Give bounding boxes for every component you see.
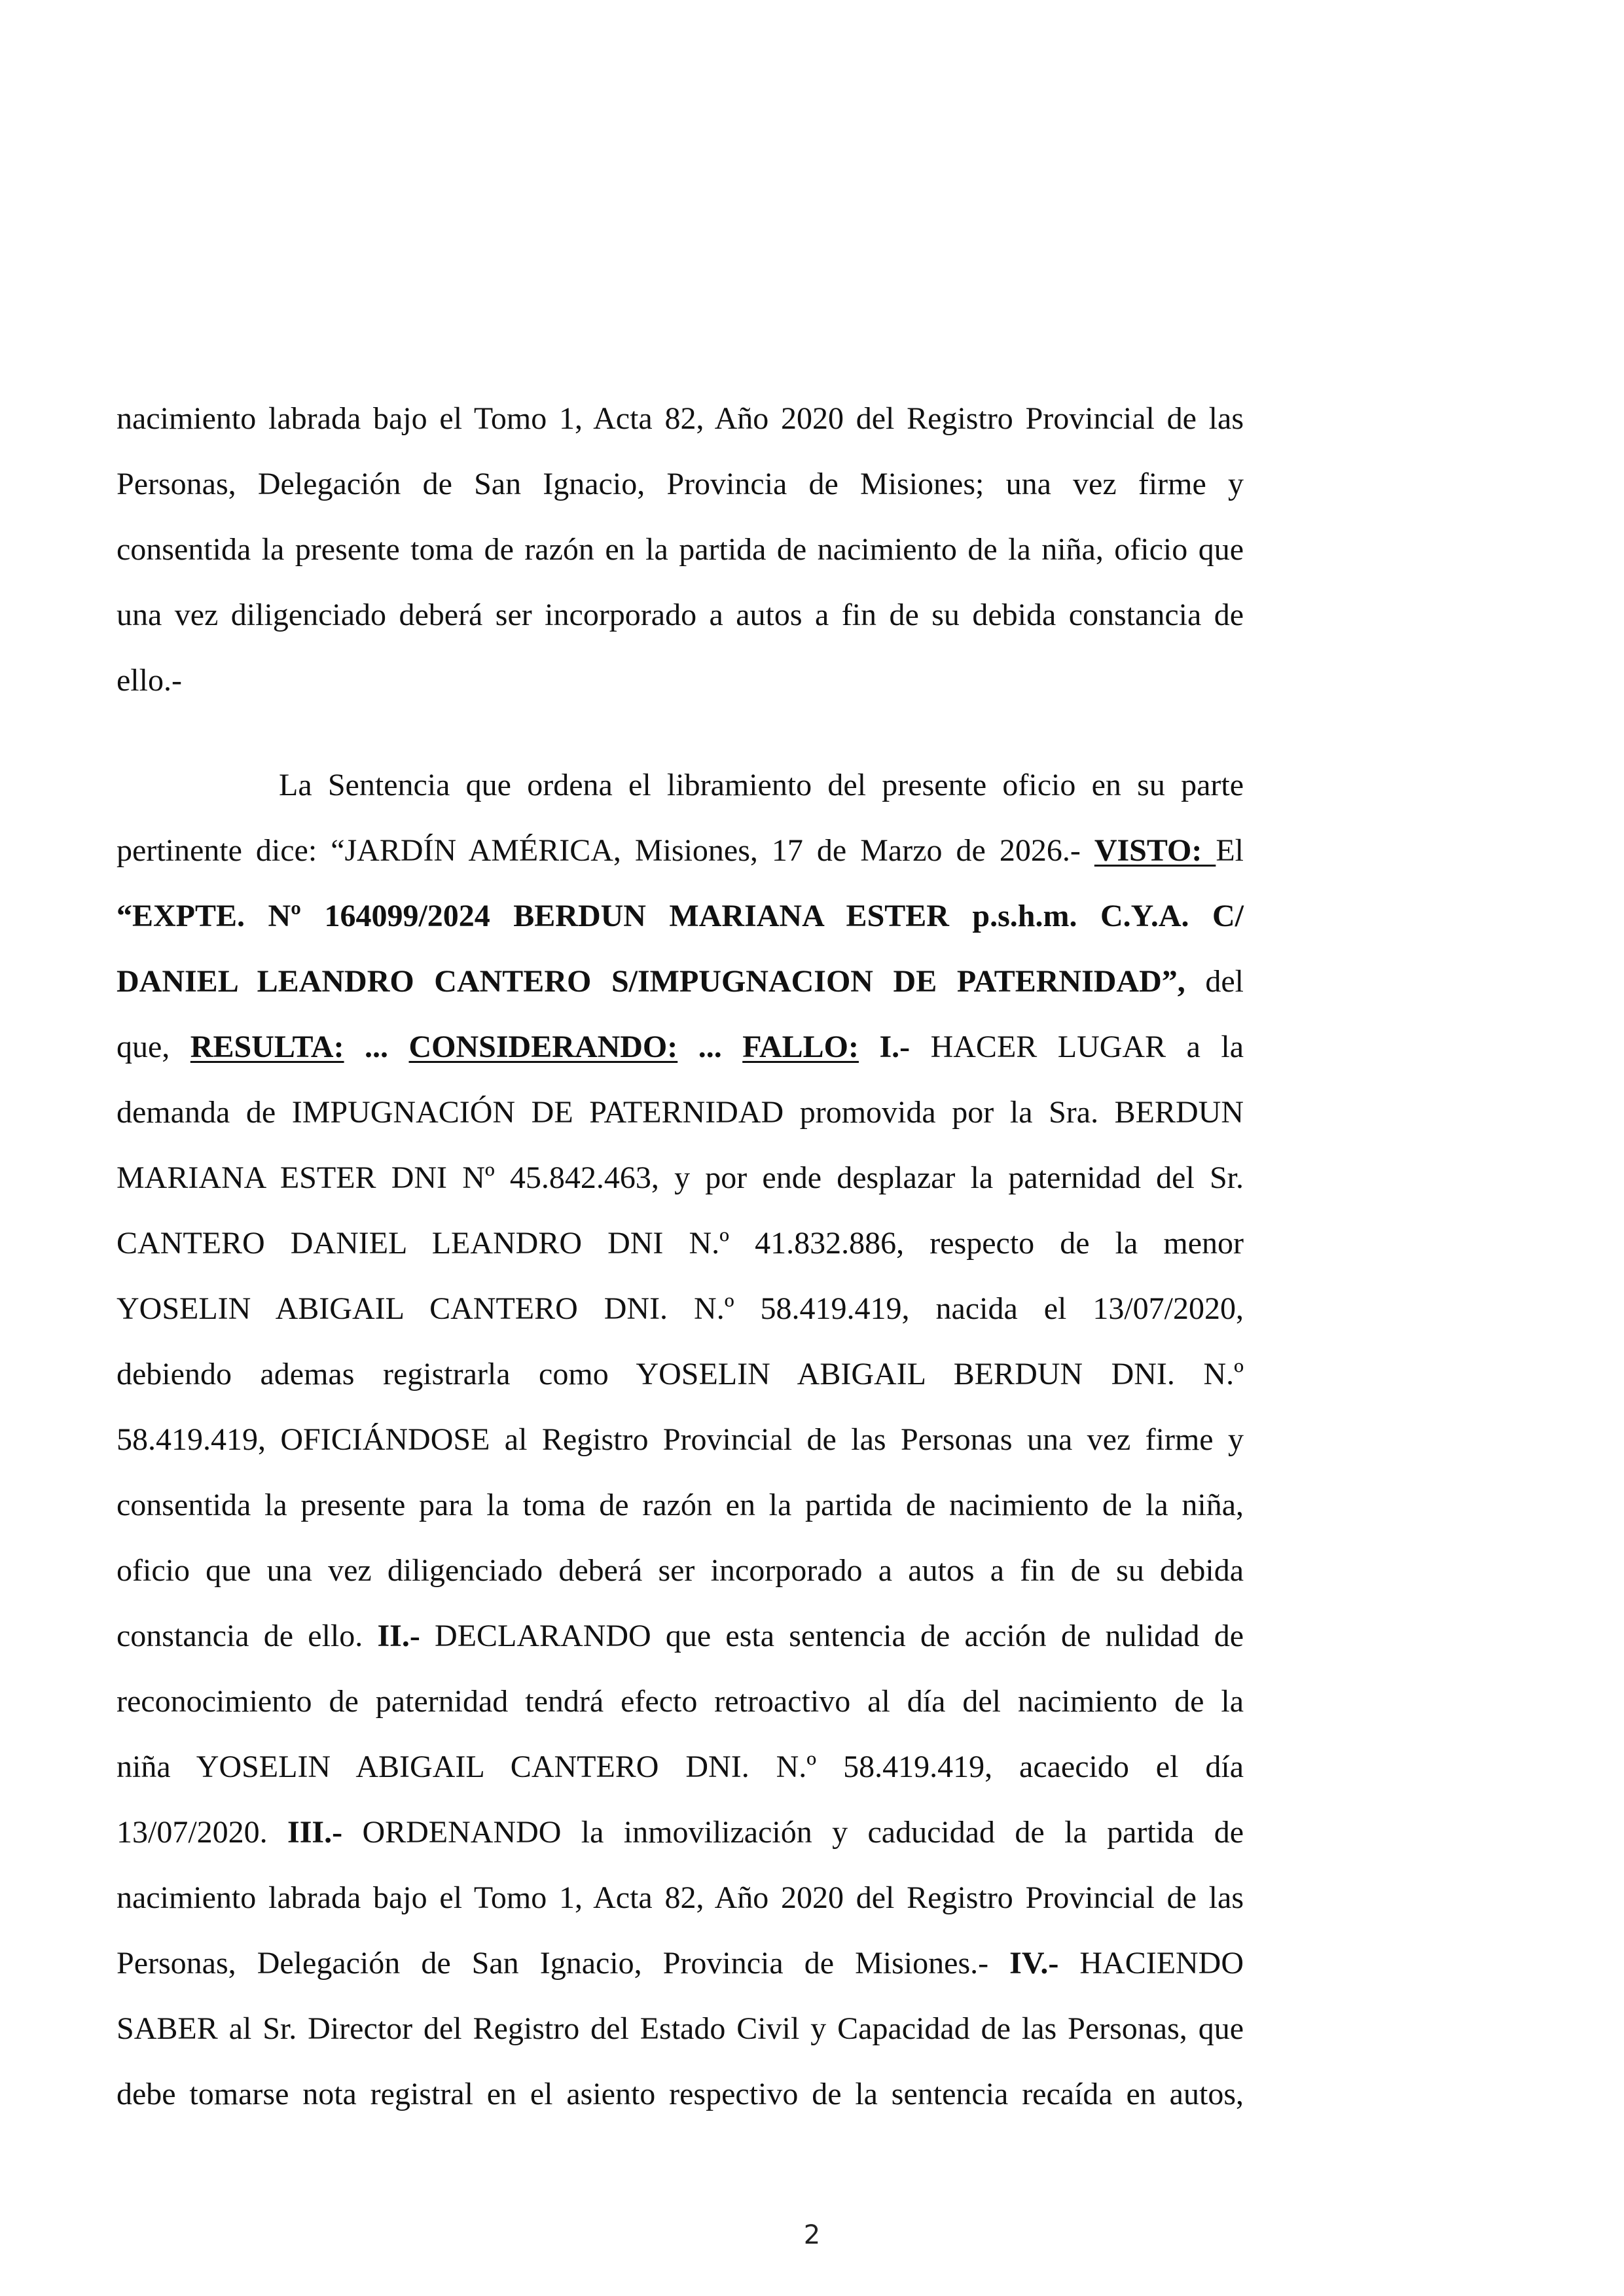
text-line: debiendo ademas registrarla como YOSELIN ABIGAIL BERDUN DNI. N.º [117,1357,1244,1391]
case-title-line: “EXPTE. Nº 164099/2024 BERDUN MARIANA ESTER p.s.h.m. C.Y.A. C/ [117,899,1244,933]
text-line: demanda de IMPUGNACIÓN DE PATERNIDAD promovida por la Sra. BERDUN [117,1095,1244,1130]
text-line: consentida la presente toma de razón en la partida de nacimiento de la niña, oficio que [117,532,1244,567]
text-line [117,1931,1244,1996]
text-segment: DECLARANDO que esta sentencia de acción de nulidad de [420,1619,1244,1653]
text-line: oficio que una vez diligenciado deberá ser incorporado a autos a fin de su debida [117,1553,1244,1588]
ellipsis: ... [677,1030,743,1064]
ordinal-ii: II.- [377,1619,420,1653]
sentence-paragraph [117,753,1244,2127]
text-line [117,818,1244,884]
resulta-heading: RESULTA: [190,1030,344,1064]
text-segment: del [1185,964,1244,999]
text-line: una vez diligenciado deberá ser incorporado a autos a fin de su debida constancia de [117,598,1244,632]
visto-heading: VISTO: [1094,833,1216,868]
case-title-line: DANIEL LEANDRO CANTERO S/IMPUGNACION DE PATERNIDAD”, [117,964,1185,999]
text-segment: Personas, Delegación de San Ignacio, Provincia de Misiones.- [117,1946,1010,1981]
text-line: nacimiento labrada bajo el Tomo 1, Acta 82, Año 2020 del Registro Provincial de las [117,401,1244,436]
text-segment: HACIENDO [1058,1946,1244,1981]
text-segment: HACER LUGAR a la [910,1030,1244,1064]
fallo-heading: FALLO: [742,1030,859,1064]
text-line [117,1604,1244,1669]
text-line: YOSELIN ABIGAIL CANTERO DNI. N.º 58.419.419, nacida el 13/07/2020, [117,1291,1244,1326]
text-segment: pertinente dice: “JARDÍN AMÉRICA, Misiones, 17 de Marzo de 2026.- [117,833,1094,868]
text-line: debe tomarse nota registral en el asiento respectivo de la sentencia recaída en autos, [117,2077,1244,2111]
text-line: consentida la presente para la toma de razón en la partida de nacimiento de la niña, [117,1488,1244,1522]
text-line: Personas, Delegación de San Ignacio, Provincia de Misiones; una vez firme y [117,467,1244,501]
ordinal-i: I.- [879,1030,911,1064]
text-line [117,1014,1244,1080]
text-line: nacimiento labrada bajo el Tomo 1, Acta 82, Año 2020 del Registro Provincial de las [117,1880,1244,1915]
ordinal-iii: III.- [287,1815,343,1850]
considerando-heading: CONSIDERANDO: [408,1030,678,1064]
paragraph-continuation [117,386,1244,713]
text-segment: 13/07/2020. [117,1815,288,1850]
text-segment: El [1216,833,1244,868]
text-line: 58.419.419, OFICIÁNDOSE al Registro Provincial de las Personas una vez firme y [117,1422,1244,1457]
text-line: reconocimiento de paternidad tendrá efecto retroactivo al día del nacimiento de la [117,1684,1244,1719]
text-line [117,1800,1244,1865]
ellipsis: ... [344,1030,409,1064]
ordinal-iv: IV.- [1009,1946,1059,1981]
page-number: 2 [803,2220,821,2250]
text-line [117,949,1244,1014]
text-line: SABER al Sr. Director del Registro del Estado Civil y Capacidad de las Personas, que [117,2011,1244,2046]
text-line: niña YOSELIN ABIGAIL CANTERO DNI. N.º 58.419.419, acaecido el día [117,1749,1244,1784]
text-segment: constancia de ello. [117,1619,378,1653]
text-line: ello.- [117,663,182,698]
text-line: La Sentencia que ordena el libramiento del presente oficio en su parte [279,768,1244,802]
text-line: CANTERO DANIEL LEANDRO DNI N.º 41.832.886, respecto de la menor [117,1226,1244,1261]
text-segment [859,1030,879,1064]
text-segment: que, [117,1030,190,1064]
text-segment: ORDENANDO la inmovilización y caducidad de la partida de [342,1815,1244,1850]
text-line: MARIANA ESTER DNI Nº 45.842.463, y por ende desplazar la paternidad del Sr. [117,1160,1244,1195]
